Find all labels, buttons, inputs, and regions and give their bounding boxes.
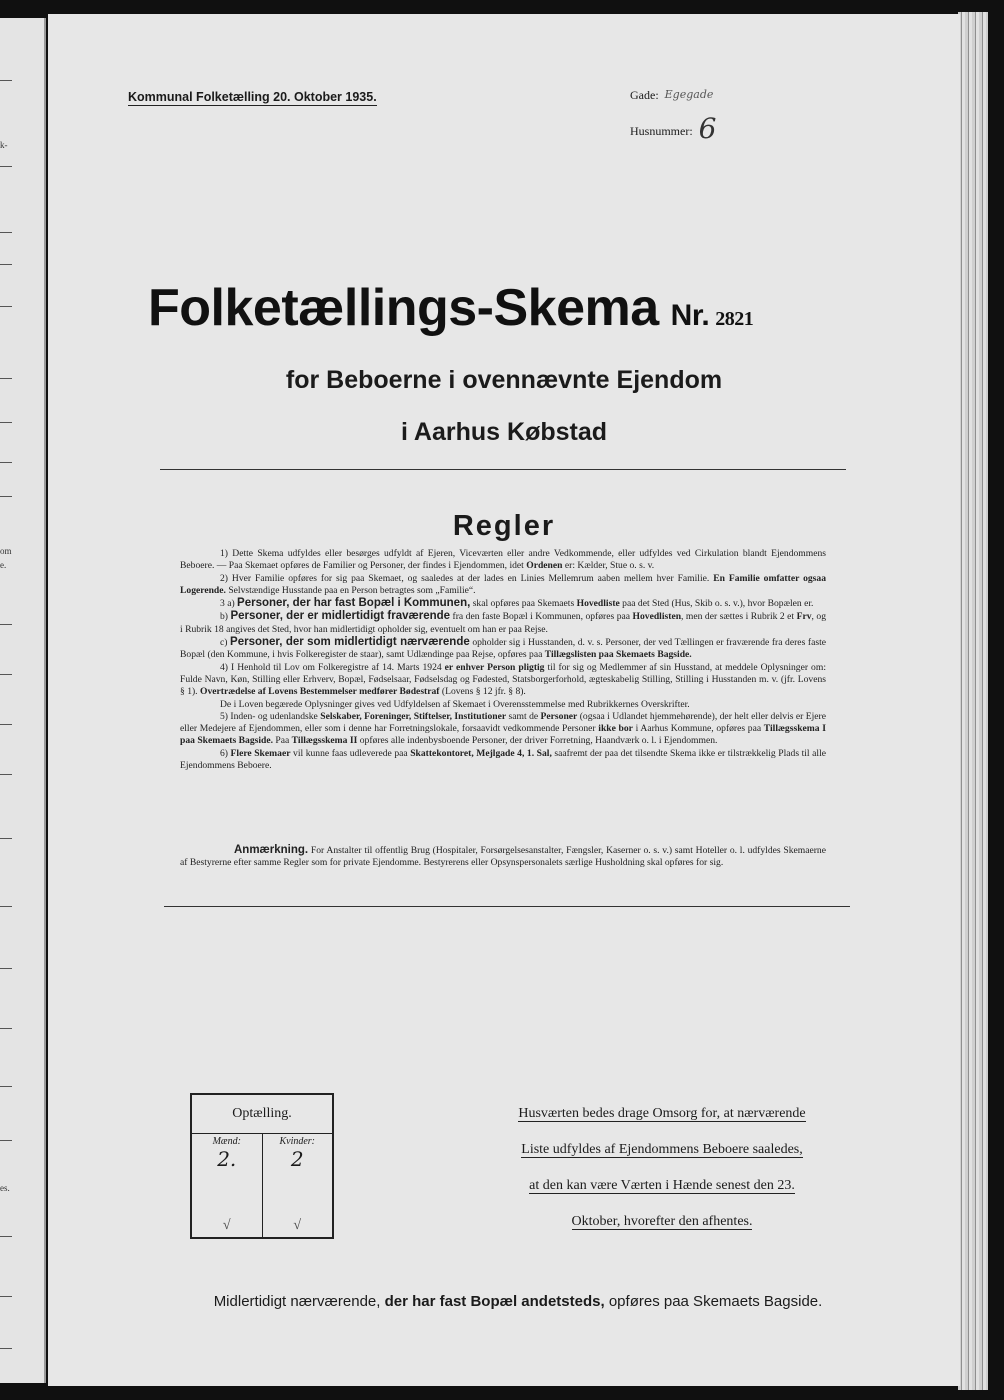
rule-text-run: vil kunne faas udleverede paa <box>290 747 411 759</box>
rule-paragraph <box>180 573 826 598</box>
rule-text-run: Hovedlisten <box>632 611 682 623</box>
rules-text <box>180 548 826 772</box>
census-form-page <box>48 14 960 1386</box>
ruled-line <box>0 906 12 907</box>
rule-text-run: , men der sættes i Rubrik 2 et <box>681 611 797 623</box>
notice-line: Oktober, hvorefter den afhentes. <box>571 1214 753 1229</box>
rule-text-run: Tillægsskema I paa Skemaets Bagside. <box>180 723 826 747</box>
men-check-mark: √ <box>222 1218 231 1233</box>
rule-text-run: i Aarhus Kommune, opføres paa <box>632 723 764 735</box>
adjacent-page-edge <box>0 18 46 1383</box>
form-title <box>148 278 753 338</box>
rule-text-run: Overtrædelse af Lovens Bestemmelser medfører Bødestraf <box>199 686 440 698</box>
rule-text-run: Hovedliste <box>576 598 620 610</box>
rule-text-run: saafremt der paa det tilsendte Skema ikke er tilstrækkelig Plads til alle Ejendommens Beboere. <box>180 747 826 772</box>
women-column <box>262 1134 333 1238</box>
ruled-line <box>0 774 12 775</box>
house-number-value: 6 <box>698 112 717 145</box>
ruled-line <box>0 496 12 497</box>
rule-text-run: Paa <box>273 735 292 747</box>
form-number-label: Nr. <box>670 299 710 332</box>
rule-text-run: (ogsaa i Udlandet hjemmehørende), der helt eller delvis er Ejere eller Medejere af Ejendommen, eller som i denne har Forretningslokale, forsaavidt vedkommende Personer <box>180 710 826 735</box>
form-number-value: 2821 <box>715 308 754 330</box>
ruled-line <box>0 1296 12 1297</box>
house-number-label: Husnummer: <box>630 124 693 138</box>
landlord-notice <box>494 1096 830 1240</box>
remark-text: For Anstalter til offentlig Brug (Hospitaler, Forsørgelsesanstalter, Fængsler, Kaserner o. s. v.) samt Hoteller o. l. udfyldes Skemaerne af Bestyrerne efter samme Regler som for private Ejendomme. Bestyrerens eller Opsynspersonalets særlige Husholdning skal opføres for sig. <box>180 845 826 869</box>
census-header: Kommunal Folketælling 20. Oktober 1935. <box>128 90 377 104</box>
ruled-line <box>0 1348 12 1349</box>
ruled-line <box>0 166 12 167</box>
ruled-line <box>0 1236 12 1237</box>
rule-paragraph <box>180 711 826 748</box>
footer-part-3: opføres paa Skemaets Bagside. <box>608 1293 823 1310</box>
rule-text-run: 6) <box>220 747 231 759</box>
rule-text-run: Personer, der er midlertidigt fraværende <box>230 610 451 623</box>
rule-text-run: samt de <box>506 710 541 722</box>
ruled-line <box>0 674 12 675</box>
ruled-line <box>0 378 12 379</box>
rule-text-run: 2) Hver Familie opføres for sig paa Skemaet, og saaledes at der lades en Linies Mellemrum aaben mellem hver Familie. <box>220 572 714 584</box>
stacked-page-edges <box>958 12 988 1390</box>
rule-text-run: b) <box>220 611 231 623</box>
address-block <box>630 88 717 160</box>
rule-text-run: Tillægslisten paa Skemaets Bagside. <box>544 649 692 661</box>
rule-text-run: , og i Rubrik 18 angives det Sted, hvor han midlertidigt opholder sig, eventuelt om han er paa Rejse. <box>180 611 826 635</box>
rule-paragraph <box>180 636 826 662</box>
ruled-line <box>0 1140 12 1141</box>
ruled-line <box>0 624 12 625</box>
rule-text-run: Personer, der har fast Bopæl i Kommunen, <box>237 597 471 610</box>
street-value: Egegade <box>664 88 714 101</box>
rule-text-run: c) <box>220 637 231 649</box>
rule-text-run: ikke bor <box>598 723 633 735</box>
men-count: 2. <box>217 1147 237 1171</box>
men-column <box>192 1134 262 1238</box>
rules-heading: Regler <box>452 510 556 542</box>
remark-paragraph <box>180 844 826 870</box>
rule-text-run: 1) Dette Skema udfyldes eller besørges udfyldt af Ejeren, Viceværten eller andre Vedkommende, eller udfyldes ved Cirkulation blandt Ejendommens Beboere. — Paa Skemaet opføres de Familier og Personer, der findes i Ejendommen, idet <box>180 548 826 572</box>
form-title-main: Folketællings-Skema <box>148 279 659 337</box>
rule-text-run: er: Kælder, Stue o. s. v. <box>562 560 655 572</box>
text-fragment: es. <box>0 1183 10 1193</box>
women-check-mark: √ <box>293 1218 302 1233</box>
rule-text-run: til for sig og Medlemmer af sin Husstand, at meddele Oplysninger om: Fulde Navn, Køn, Stilling eller Erhverv, Bopæl, Fødselsaar, Fødselsdag og Fødested, Statsborgerforhold, ægteskabelig Stilling, Stilling i Husstanden m. v. (jfr. Lovens § 1). <box>180 661 826 698</box>
tally-title: Optælling. <box>192 1095 332 1134</box>
ruled-line <box>0 838 12 839</box>
rule-text-run: skal opføres paa Skemaets <box>470 598 577 610</box>
notice-line: Husværten bedes drage Omsorg for, at nærværende <box>518 1106 806 1121</box>
rule-text-run: 3 a) <box>220 598 238 610</box>
notice-line: at den kan være Værten i Hænde senest den 23. <box>529 1178 795 1193</box>
ruled-line <box>0 462 12 463</box>
ruled-line <box>0 306 12 307</box>
rule-text-run: Flere Skemaer <box>230 747 291 759</box>
rule-text-run: opføres alle indenbysboende Personer, der driver Forretning, Haandværk o. l. i Ejendommen. <box>357 735 718 747</box>
rule-text-run: Personer, der som midlertidigt nærværende <box>230 636 470 649</box>
rule-text-run: 5) Inden- og udenlandske <box>220 710 321 722</box>
ruled-line <box>0 232 12 233</box>
rule-paragraph <box>180 610 826 636</box>
remark-lead: Anmærkning. <box>234 844 309 856</box>
women-count: 2 <box>290 1147 304 1171</box>
rule-text-run: En Familie omfatter ogsaa Logerende. <box>180 572 826 596</box>
house-number-row <box>630 112 717 160</box>
rule-paragraph <box>180 548 826 573</box>
ruled-line <box>0 1086 12 1087</box>
ruled-line <box>0 1028 12 1029</box>
rule-text-run: De i Loven begærede Oplysninger gives ved Udfyldelsen af Skemaet i Overensstemmelse med Rubrikkernes Overskrifter. <box>220 698 690 710</box>
ruled-line <box>0 968 12 969</box>
footer-instruction <box>148 1293 888 1310</box>
rule-text-run: paa det Sted (Hus, Skib o. s. v.), hvor Bopælen er. <box>619 598 814 610</box>
street-label: Gade: <box>630 88 659 102</box>
notice-line: Liste udfyldes af Ejendommens Beboere saaledes, <box>521 1142 803 1157</box>
men-label: Mænd: <box>212 1136 241 1147</box>
text-fragment: e. <box>0 560 7 570</box>
women-label: Kvinder: <box>279 1136 316 1147</box>
rule-text-run: Ordenen <box>526 560 563 572</box>
rule-text-run: fra den faste Bopæl i Kommunen, opføres paa <box>450 611 633 623</box>
rule-text-run: Selskaber, Foreninger, Stiftelser, Institutioner <box>320 710 507 722</box>
footer-part-2: der har fast Bopæl andetsteds, <box>384 1293 605 1310</box>
text-fragment: om <box>0 546 12 556</box>
form-subtitle: for Beboerne i ovennævnte Ejendom <box>285 366 723 394</box>
rule-text-run: Selvstændige Husstande paa en Person betragtes som „Familie“. <box>225 584 476 596</box>
ruled-line <box>0 80 12 81</box>
divider <box>160 469 846 470</box>
rule-text-run: Personer <box>540 710 578 722</box>
rule-text-run: (Lovens § 12 jfr. § 8). <box>439 686 526 698</box>
rule-paragraph <box>180 699 826 711</box>
rule-text-run: 4) I Henhold til Lov om Folkeregistre af 14. Marts 1924 <box>220 661 445 673</box>
ruled-line <box>0 422 12 423</box>
rule-text-run: er enhver Person pligtig <box>444 661 545 673</box>
rule-text-run: Frv <box>796 611 812 623</box>
tally-box <box>190 1093 334 1239</box>
footer-part-1: Midlertidigt nærværende, <box>213 1293 381 1310</box>
rule-text-run: Skattekontoret, Mejlgade 4, 1. Sal, <box>410 747 552 759</box>
divider <box>164 906 850 907</box>
form-municipality: i Aarhus Købstad <box>400 418 608 446</box>
rule-paragraph <box>180 748 826 773</box>
ruled-line <box>0 264 12 265</box>
rule-paragraph <box>180 662 826 699</box>
ruled-line <box>0 724 12 725</box>
text-fragment: k- <box>0 140 8 150</box>
rule-text-run: opholder sig i Husstanden, d. v. s. Personer, der ved Tællingen er fraværende fra deres faste Bopæl (den Kommune, i hvis Folkeregister de staar), samt Udlændinge paa Rejse, opføres paa <box>180 637 826 661</box>
rule-paragraph <box>180 597 826 610</box>
rule-text-run: Tillægsskema II <box>291 735 358 747</box>
